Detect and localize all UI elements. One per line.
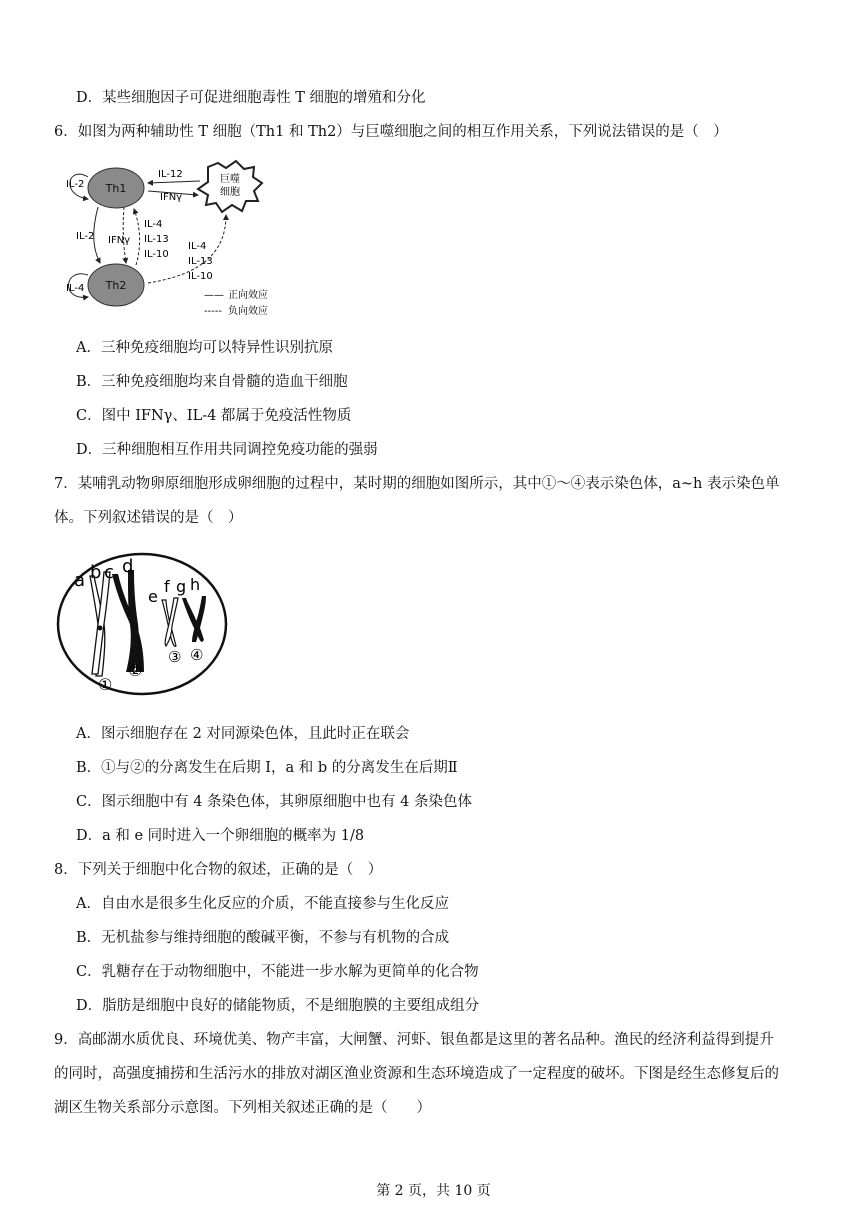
q8-option-a: A．自由水是很多生化反应的介质，不能直接参与生化反应 bbox=[76, 896, 449, 912]
il4-low-label: IL-4 bbox=[188, 241, 207, 252]
q8-option-d: D．脂肪是细胞中良好的储能物质，不是细胞膜的主要组成组分 bbox=[76, 998, 480, 1014]
label-a: a bbox=[74, 570, 86, 591]
q9-stem-line-3: 湖区生物关系部分示意图。下列相关叙述正确的是（ ） bbox=[54, 1100, 431, 1116]
il13-low-label: IL-13 bbox=[188, 256, 213, 267]
page-footer: 第 2 页，共 10 页 bbox=[376, 1183, 491, 1199]
il13-mid-label: IL-13 bbox=[144, 234, 169, 245]
legend-positive: 正向效应 bbox=[228, 290, 268, 301]
label-f: f bbox=[164, 577, 170, 596]
il10-low-label: IL-10 bbox=[188, 271, 213, 282]
macrophage-label-1: 巨噬 bbox=[220, 174, 240, 185]
q7-option-b: B．①与②的分离发生在后期 I，a 和 b 的分离发生在后期Ⅱ bbox=[76, 760, 458, 776]
legend-negative: 负向效应 bbox=[228, 306, 268, 317]
q8-option-c: C．乳糖存在于动物细胞中，不能进一步水解为更简单的化合物 bbox=[76, 964, 479, 980]
label-3: ③ bbox=[168, 648, 182, 666]
label-g: g bbox=[176, 577, 187, 596]
q6-option-a: A．三种免疫细胞均可以特异性识别抗原 bbox=[76, 340, 333, 356]
th2-label: Th2 bbox=[105, 279, 127, 292]
q7-stem-line-2: 体。下列叙述错误的是（ ） bbox=[54, 510, 243, 526]
th1-label: Th1 bbox=[105, 182, 127, 195]
legend-positive-mark: —— bbox=[204, 290, 224, 301]
q6-option-d: D．三种细胞相互作用共同调控免疫功能的强弱 bbox=[76, 442, 378, 458]
il4-mid-label: IL-4 bbox=[144, 219, 163, 230]
q6-option-c: C．图中 IFNγ、IL-4 都属于免疫活性物质 bbox=[76, 408, 352, 424]
il10-mid-label: IL-10 bbox=[144, 249, 169, 260]
q8-option-b: B．无机盐参与维持细胞的酸碱平衡，不参与有机物的合成 bbox=[76, 930, 450, 946]
ifn-macrophage-label: IFNγ bbox=[160, 192, 183, 203]
q7-option-d: D．a 和 e 同时进入一个卵细胞的概率为 1/8 bbox=[76, 828, 365, 844]
label-4: ④ bbox=[190, 646, 204, 664]
il2-self-label: IL-2 bbox=[66, 179, 85, 190]
label-h: h bbox=[190, 575, 201, 594]
q7-stem-line-1: 7．某哺乳动物卵原细胞形成卵细胞的过程中，某时期的细胞如图所示，其中①～④表示染色体，a~h 表示染色单 bbox=[54, 476, 780, 492]
label-e: e bbox=[148, 587, 158, 606]
il4-self-label: IL-4 bbox=[66, 283, 85, 294]
label-b: b bbox=[90, 562, 102, 583]
q9-stem-line-1: 9．高邮湖水质优良、环境优美、物产丰富，大闸蟹、河虾、银鱼都是这里的著名品种。渔民的经济利益得到提升 bbox=[54, 1032, 774, 1048]
il12-label: IL-12 bbox=[158, 169, 183, 180]
label-1: ① bbox=[98, 675, 113, 694]
legend-negative-mark: ----- bbox=[204, 306, 223, 317]
q8-stem: 8．下列关于细胞中化合物的叙述，正确的是（ ） bbox=[54, 862, 383, 878]
label-d: d bbox=[122, 556, 134, 577]
q7-option-c: C．图示细胞中有 4 条染色体，其卵原细胞中也有 4 条染色体 bbox=[76, 794, 472, 810]
q7-option-a: A．图示细胞存在 2 对同源染色体，且此时正在联会 bbox=[76, 726, 410, 742]
macrophage-label-2: 细胞 bbox=[220, 187, 240, 198]
q5-option-d: D．某些细胞因子可促进细胞毒性 T 细胞的增殖和分化 bbox=[76, 90, 426, 106]
label-c: c bbox=[104, 562, 114, 583]
q6-option-b: B．三种免疫细胞均来自骨髓的造血干细胞 bbox=[76, 374, 348, 390]
immune-interaction-figure bbox=[58, 155, 298, 325]
chromosome-cell-figure bbox=[54, 548, 234, 698]
q6-stem: 6．如图为两种辅助性 T 细胞（Th1 和 Th2）与巨噬细胞之间的相互作用关系，下列说法错误的是（ ） bbox=[54, 124, 728, 140]
ifn-th1-th2-label: IFNγ bbox=[108, 235, 131, 246]
label-2: ② bbox=[128, 661, 143, 680]
q9-stem-line-2: 的同时，高强度捕捞和生活污水的排放对湖区渔业资源和生态环境造成了一定程度的破坏。下图是经生态修复后的 bbox=[54, 1066, 779, 1082]
il2-th1-th2-label: IL-2 bbox=[76, 231, 95, 242]
